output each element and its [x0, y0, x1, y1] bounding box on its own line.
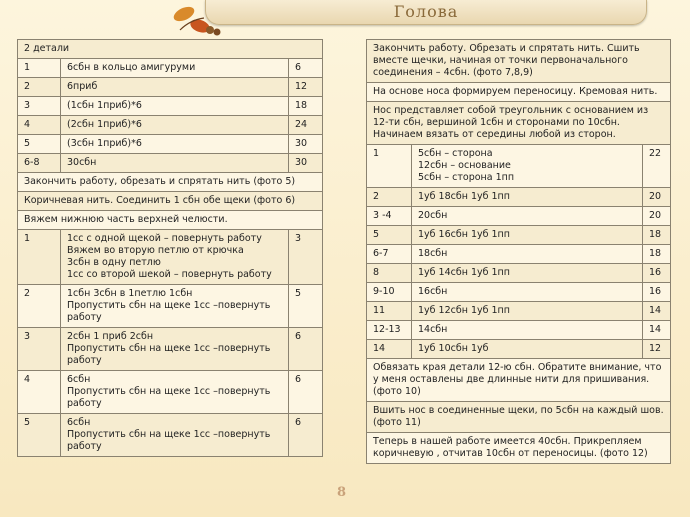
stitch-count-cell: 14 — [643, 302, 671, 321]
instruction-line: работу — [67, 398, 102, 409]
table-row — [18, 192, 323, 211]
instruction-line: работу — [67, 441, 102, 452]
instruction-line: 5сбн – сторона — [418, 148, 493, 159]
table-row — [367, 302, 671, 321]
stitch-count-cell: 6 — [289, 414, 323, 457]
stitch-instruction-cell — [412, 302, 643, 321]
instruction-line: 12сбн – основание — [418, 160, 511, 171]
stitch-count-cell: 24 — [289, 116, 323, 135]
stitch-instruction-cell — [61, 414, 289, 457]
stitch-count-cell: 20 — [643, 188, 671, 207]
table-row — [18, 97, 323, 116]
row-number-cell: 3 — [18, 328, 61, 371]
stitch-count-cell: 12 — [289, 78, 323, 97]
stitch-instruction-cell — [61, 97, 289, 116]
stitch-count-cell: 6 — [289, 59, 323, 78]
table-row — [367, 83, 671, 102]
instruction-line: 14сбн — [418, 324, 448, 335]
instruction-line: 1уб 16сбн 1уб 1пп — [418, 229, 510, 240]
table-row — [367, 433, 671, 464]
left-pattern-table — [17, 39, 323, 457]
table-row — [367, 245, 671, 264]
instruction-text: Коричневая нить. Соединить 1 сбн обе щеки (фото 6) — [18, 192, 323, 211]
stitch-count-cell: 16 — [643, 264, 671, 283]
row-number-cell: 8 — [367, 264, 412, 283]
row-number-cell: 2 — [18, 78, 61, 97]
instruction-text: Обвязать края детали 12-ю сбн. Обратите внимание, что у меня оставлены две длинные нити для пришивания. (фото 10) — [367, 359, 671, 402]
stitch-instruction-cell — [412, 283, 643, 302]
instruction-line: 30сбн — [67, 157, 97, 168]
table-row — [18, 328, 323, 371]
instruction-line: 1уб 10сбн 1уб — [418, 343, 489, 354]
row-number-cell: 5 — [18, 414, 61, 457]
page-title: Голова — [393, 2, 459, 21]
instruction-line: Пропустить сбн на щеке 1сс –повернуть — [67, 300, 271, 311]
instruction-line: 18сбн — [418, 248, 448, 259]
stitch-instruction-cell — [412, 226, 643, 245]
table-row — [367, 102, 671, 145]
table-row — [367, 264, 671, 283]
stitch-count-cell: 18 — [643, 226, 671, 245]
stitch-count-cell: 14 — [643, 321, 671, 340]
stitch-instruction-cell — [61, 78, 289, 97]
table-row — [18, 173, 323, 192]
stitch-instruction-cell — [61, 328, 289, 371]
stitch-count-cell: 22 — [643, 145, 671, 188]
instruction-text: Закончить работу, обрезать и спрятать нить (фото 5) — [18, 173, 323, 192]
row-number-cell: 2 — [18, 285, 61, 328]
table-row — [18, 414, 323, 457]
instruction-line: Пропустить сбн на щеке 1сс –повернуть — [67, 429, 271, 440]
stitch-count-cell: 18 — [289, 97, 323, 116]
table-row — [18, 116, 323, 135]
stitch-instruction-cell — [61, 59, 289, 78]
instruction-text: Закончить работу. Обрезать и спрятать нить. Сшить вместе щечки, начиная от точки первоначального соединения – 4сбн. (фото 7,8,9) — [367, 40, 671, 83]
row-number-cell: 9-10 — [367, 283, 412, 302]
table-row — [18, 78, 323, 97]
row-number-cell: 11 — [367, 302, 412, 321]
instruction-line: (2сбн 1приб)*6 — [67, 119, 142, 130]
stitch-count-cell: 5 — [289, 285, 323, 328]
instruction-line: 5сбн – сторона 1пп — [418, 172, 515, 183]
stitch-count-cell: 16 — [643, 283, 671, 302]
instruction-line: 16сбн — [418, 286, 448, 297]
instruction-line: 1уб 18сбн 1уб 1пп — [418, 191, 510, 202]
page-number: 8 — [337, 485, 347, 500]
instruction-line: работу — [67, 355, 102, 366]
instruction-text: Вяжем нижнюю часть верхней челюсти. — [18, 211, 323, 230]
row-number-cell: 6-8 — [18, 154, 61, 173]
stitch-count-cell: 6 — [289, 371, 323, 414]
row-number-cell: 1 — [18, 59, 61, 78]
table-row — [18, 135, 323, 154]
table-row — [367, 188, 671, 207]
stitch-instruction-cell — [412, 188, 643, 207]
instruction-line: Пропустить сбн на щеке 1сс –повернуть — [67, 386, 271, 397]
instruction-line: 1уб 12сбн 1уб 1пп — [418, 305, 510, 316]
row-number-cell: 1 — [367, 145, 412, 188]
table-row — [367, 321, 671, 340]
stitch-instruction-cell — [412, 340, 643, 359]
table-row — [18, 154, 323, 173]
instruction-line: работу — [67, 312, 102, 323]
instruction-text: На основе носа формируем переносицу. Кремовая нить. — [367, 83, 671, 102]
row-number-cell: 4 — [18, 371, 61, 414]
instruction-line: 6сбн в кольцо амигуруми — [67, 62, 196, 73]
stitch-instruction-cell — [61, 116, 289, 135]
table-row — [367, 145, 671, 188]
instruction-line: 1сс со второй шекой – повернуть работу — [67, 269, 272, 280]
row-number-cell: 14 — [367, 340, 412, 359]
table-row — [18, 285, 323, 328]
table-row — [367, 207, 671, 226]
table-row — [18, 59, 323, 78]
instruction-line: 1уб 14сбн 1уб 1пп — [418, 267, 510, 278]
stitch-instruction-cell — [412, 207, 643, 226]
stitch-instruction-cell — [61, 371, 289, 414]
table-row — [367, 340, 671, 359]
table-row — [18, 371, 323, 414]
instruction-line: 6сбн — [67, 417, 91, 428]
instruction-text: Нос представляет собой треугольник с основанием из 12-ти сбн, вершиной 1сбн и сторонами по 10сбн. Начинаем вязать от середины любой из сторон. — [367, 102, 671, 145]
instruction-line: (1сбн 1приб)*6 — [67, 100, 142, 111]
stitch-instruction-cell — [412, 264, 643, 283]
stitch-instruction-cell — [61, 285, 289, 328]
instruction-line: 20сбн — [418, 210, 448, 221]
table-row — [367, 359, 671, 402]
row-number-cell: 6-7 — [367, 245, 412, 264]
table-row — [367, 226, 671, 245]
stitch-instruction-cell — [61, 230, 289, 285]
stitch-count-cell: 3 — [289, 230, 323, 285]
stitch-instruction-cell — [412, 321, 643, 340]
stitch-count-cell: 20 — [643, 207, 671, 226]
table-row — [18, 230, 323, 285]
instruction-line: 1сс с одной щекой – повернуть работу — [67, 233, 262, 244]
instruction-text: Теперь в нашей работе имеется 40сбн. Прикрепляем коричневую , отчитав 10сбн от переносицы. (фото 12) — [367, 433, 671, 464]
header-banner — [205, 0, 647, 25]
instruction-line: 6сбн — [67, 374, 91, 385]
row-number-cell: 5 — [18, 135, 61, 154]
row-number-cell: 3 — [18, 97, 61, 116]
instruction-line: (3сбн 1приб)*6 — [67, 138, 142, 149]
table-row — [367, 40, 671, 83]
table-row — [367, 402, 671, 433]
stitch-instruction-cell — [412, 245, 643, 264]
instruction-text: Вшить нос в соединенные щеки, по 5сбн на каждый шов. (фото 11) — [367, 402, 671, 433]
instruction-line: 3сбн в одну петлю — [67, 257, 161, 268]
instruction-line: Пропустить сбн на щеке 1сс –повернуть — [67, 343, 271, 354]
table-row — [18, 211, 323, 230]
instruction-line: Вяжем во вторую петлю от крючка — [67, 245, 244, 256]
right-pattern-table — [366, 39, 671, 464]
instruction-text: 2 детали — [18, 40, 323, 59]
stitch-count-cell: 6 — [289, 328, 323, 371]
stitch-count-cell: 12 — [643, 340, 671, 359]
instruction-line: 2сбн 1 приб 2сбн — [67, 331, 154, 342]
row-number-cell: 3 -4 — [367, 207, 412, 226]
row-number-cell: 4 — [18, 116, 61, 135]
stitch-instruction-cell — [61, 135, 289, 154]
stitch-instruction-cell — [412, 145, 643, 188]
instruction-line: 6приб — [67, 81, 98, 92]
stitch-count-cell: 30 — [289, 154, 323, 173]
stitch-instruction-cell — [61, 154, 289, 173]
stitch-count-cell: 30 — [289, 135, 323, 154]
row-number-cell: 5 — [367, 226, 412, 245]
table-row — [18, 40, 323, 59]
stitch-count-cell: 18 — [643, 245, 671, 264]
row-number-cell: 12-13 — [367, 321, 412, 340]
instruction-line: 1сбн 3сбн в 1петлю 1сбн — [67, 288, 193, 299]
row-number-cell: 1 — [18, 230, 61, 285]
table-row — [367, 283, 671, 302]
row-number-cell: 2 — [367, 188, 412, 207]
